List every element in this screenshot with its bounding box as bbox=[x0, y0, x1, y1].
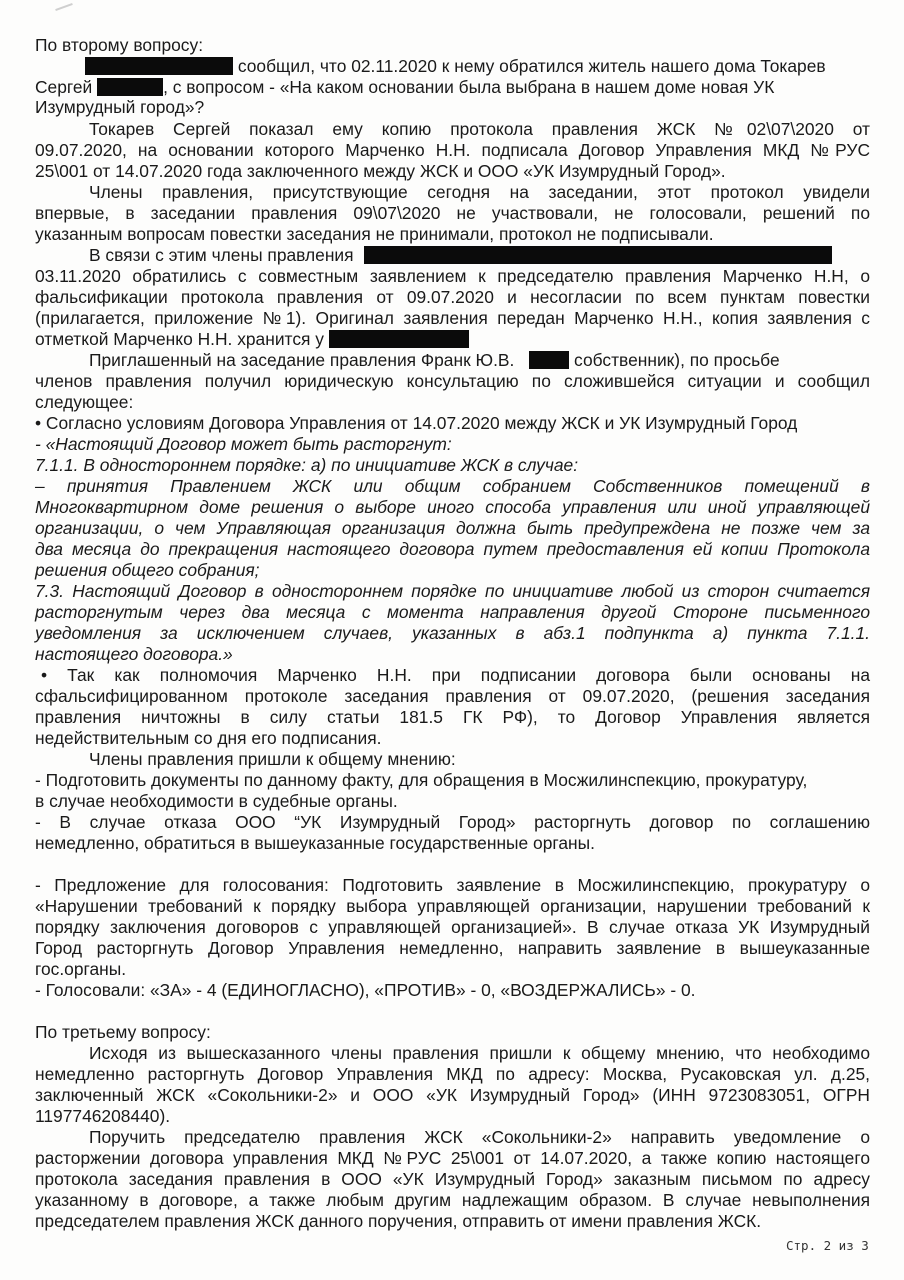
text-span: собственник), по просьбе bbox=[574, 350, 780, 370]
paragraph-line: указанному в договоре, а также любым другим надлежащим образом. В случае невыполнения bbox=[35, 1190, 870, 1210]
paragraph-line: следующее: bbox=[35, 392, 134, 412]
redaction-bar bbox=[364, 246, 832, 264]
paragraph-line bbox=[35, 120, 870, 140]
paragraph-line: 25\001 от 14.07.2020 года заключенного между ЖСК и ООО «УК Изумрудный Город». bbox=[35, 161, 726, 181]
text-span: Члены правления пришли к общему мнению: bbox=[89, 749, 456, 769]
text-span: Члены правления, присутствующие сегодня на заседании, этот протокол увидели bbox=[89, 182, 870, 202]
redaction-bar bbox=[85, 57, 233, 75]
paragraph-line: членов правления получил юридическую консультацию по сложившейся ситуации и сообщил bbox=[35, 371, 870, 391]
paragraph-line: (прилагается, приложение №1). Оригинал заявления передан Марченко Н.Н., копия заявления с bbox=[35, 308, 870, 328]
paragraph-line: фальсификации протокола правления от 09.07.2020 и несогласии по всем пунктам повестки bbox=[35, 287, 870, 307]
quote-line: - «Настоящий Договор может быть расторгнут: bbox=[35, 434, 452, 454]
paragraph-line: немедленно, обратиться в вышеуказанные государственные органы. bbox=[35, 833, 595, 853]
paragraph-line bbox=[35, 57, 870, 77]
paragraph-line bbox=[35, 78, 870, 98]
bullet-line: • Согласно условиям Договора Управления от 14.07.2020 между ЖСК и УК Изумрудный Город bbox=[35, 413, 798, 433]
quote-line: организации, о чем Управляющая организация должна быть предупреждена не позже чем за bbox=[35, 518, 870, 538]
paragraph-line: недействительным со дня его подписания. bbox=[35, 728, 382, 748]
paragraph-line: гос.органы. bbox=[35, 959, 127, 979]
paragraph-line: заключенный ЖСК «Сокольники-2» и ООО «УК Изумрудный Город» (ИНН 9723083051, ОГРН bbox=[35, 1085, 870, 1105]
paragraph-line: правления ничтожны в силу статьи 181.5 ГК РФ), то Договор Управления является bbox=[35, 707, 870, 727]
paragraph-line: 09.07.2020, на основании которого Марченко Н.Н. подписала Договор Управления МКД №РУС bbox=[35, 140, 870, 160]
paragraph-line bbox=[35, 183, 870, 203]
quote-line: 7.1.1. В одностороннем порядке: а) по инициативе ЖСК в случае: bbox=[35, 455, 579, 475]
text-span: отметкой Марченко Н.Н. хранится у bbox=[35, 329, 324, 349]
page-number: Стр. 2 из 3 bbox=[786, 1238, 869, 1253]
redaction-bar bbox=[329, 330, 469, 348]
paragraph-line bbox=[35, 1128, 870, 1148]
paragraph-line: порядку заключения договоров с управляющей организацией». В случае отказа УК Изумрудный bbox=[35, 917, 870, 937]
paragraph-line: в случае необходимости в судебные органы. bbox=[35, 791, 398, 811]
text-span: , с вопросом - «На каком основании была выбрана в нашем доме новая УК bbox=[163, 77, 775, 97]
redaction-bar bbox=[97, 78, 163, 96]
bullet-line bbox=[35, 666, 870, 686]
quote-line: два месяца до прекращения настоящего договора путем предоставления ей копии Протокола bbox=[35, 539, 870, 559]
paragraph-line bbox=[35, 330, 870, 350]
paragraph-line bbox=[35, 750, 870, 770]
paragraph-line: - Предложение для голосования: Подготовить заявление в Мосжилинспекцию, прокуратуру о bbox=[35, 875, 870, 895]
paragraph-line: Город расторгнуть Договор Управления немедленно, направить заявление в вышеуказанные bbox=[35, 938, 870, 958]
quote-line: решения общего собрания; bbox=[35, 560, 260, 580]
quote-line: настоящего договора.» bbox=[35, 644, 233, 664]
paragraph-line: председателем правления ЖСК данного поручения, отправить от имени правления ЖСК. bbox=[35, 1211, 762, 1231]
text-span: сообщил, что 02.11.2020 к нему обратился житель нашего дома Токарев bbox=[237, 56, 826, 76]
text-span: Исходя из вышесказанного члены правления пришли к общему мнению, что необходимо bbox=[89, 1043, 870, 1063]
paragraph-line: - Подготовить документы по данному факту, для обращения в Мосжилинспекцию, прокуратуру, bbox=[35, 770, 808, 790]
quote-line: – принятия Правлением ЖСК или общим собранием Собственников помещений в bbox=[35, 476, 870, 496]
paragraph-line: Изумрудный город»? bbox=[35, 97, 205, 117]
section-heading-third: По третьему вопросу: bbox=[35, 1022, 211, 1042]
text-span: Поручить председателю правления ЖСК «Сокольники-2» направить уведомление о bbox=[89, 1127, 870, 1147]
paragraph-line: 03.11.2020 обратились с совместным заявлением к председателю правления Марченко Н.Н, о bbox=[35, 266, 870, 286]
vote-result-line: - Голосовали: «ЗА» - 4 (ЕДИНОГЛАСНО), «ПРОТИВ» - 0, «ВОЗДЕРЖАЛИСЬ» - 0. bbox=[35, 980, 696, 1000]
paragraph-line: расторжении договора управления МКД №РУС 25\001 от 14.07.2020, а также копию настоящего bbox=[35, 1148, 870, 1168]
paragraph-line: протокола заседания правления в ООО «УК Изумрудный Город» заказным письмом по адресу bbox=[35, 1169, 870, 1189]
paragraph-line bbox=[35, 351, 870, 371]
quote-line: уведомления за исключением случаев, указанных в абз.1 подпункта а) пункта 7.1.1. bbox=[35, 623, 870, 643]
text-span: Токарев Сергей показал ему копию протокола правления ЖСК №02\07\2020 от bbox=[89, 119, 870, 139]
paragraph-line bbox=[35, 1044, 870, 1064]
paragraph-line bbox=[35, 246, 870, 266]
paragraph-line: впервые, в заседании правления 09\07\2020 не участвовали, не голосовали, решений по bbox=[35, 203, 870, 223]
quote-line: расторгнутым через два месяца с момента направления другой Стороне письменного bbox=[35, 602, 870, 622]
text-span: Сергей bbox=[35, 77, 93, 97]
paragraph-line: - В случае отказа ООО “УК Изумрудный Город» расторгнуть договор по соглашению bbox=[35, 812, 870, 832]
paragraph-line: 1197746208440). bbox=[35, 1106, 171, 1126]
text-span: • Так как полномочия Марченко Н.Н. при подписании договора были основаны на bbox=[41, 665, 870, 685]
paragraph-line: указанным вопросам повестки заседания не принимали, протокол не подписывали. bbox=[35, 224, 714, 244]
paragraph-line: «Нарушении требований к порядку выбора управляющей организации, нарушении требований к bbox=[35, 896, 870, 916]
section-heading-second: По второму вопросу: bbox=[35, 35, 204, 55]
scan-speck bbox=[55, 3, 73, 11]
paragraph-line: сфальсифицированном протоколе заседания правления от 09.07.2020, (решения заседания bbox=[35, 686, 870, 706]
quote-line: 7.3. Настоящий Договор в одностороннем порядке по инициативе любой из сторон считается bbox=[35, 581, 870, 601]
text-span: Приглашенный на заседание правления Франк Ю.В. bbox=[89, 350, 515, 370]
quote-line: Многоквартирном доме решения о выборе иного способа управления или иной управляющей bbox=[35, 497, 870, 517]
text-span: В связи с этим члены правления bbox=[89, 245, 354, 265]
redaction-bar bbox=[529, 351, 569, 369]
paragraph-line: немедленно расторгнуть Договор Управления МКД по адресу: Москва, Русаковская ул. д.25, bbox=[35, 1064, 870, 1084]
